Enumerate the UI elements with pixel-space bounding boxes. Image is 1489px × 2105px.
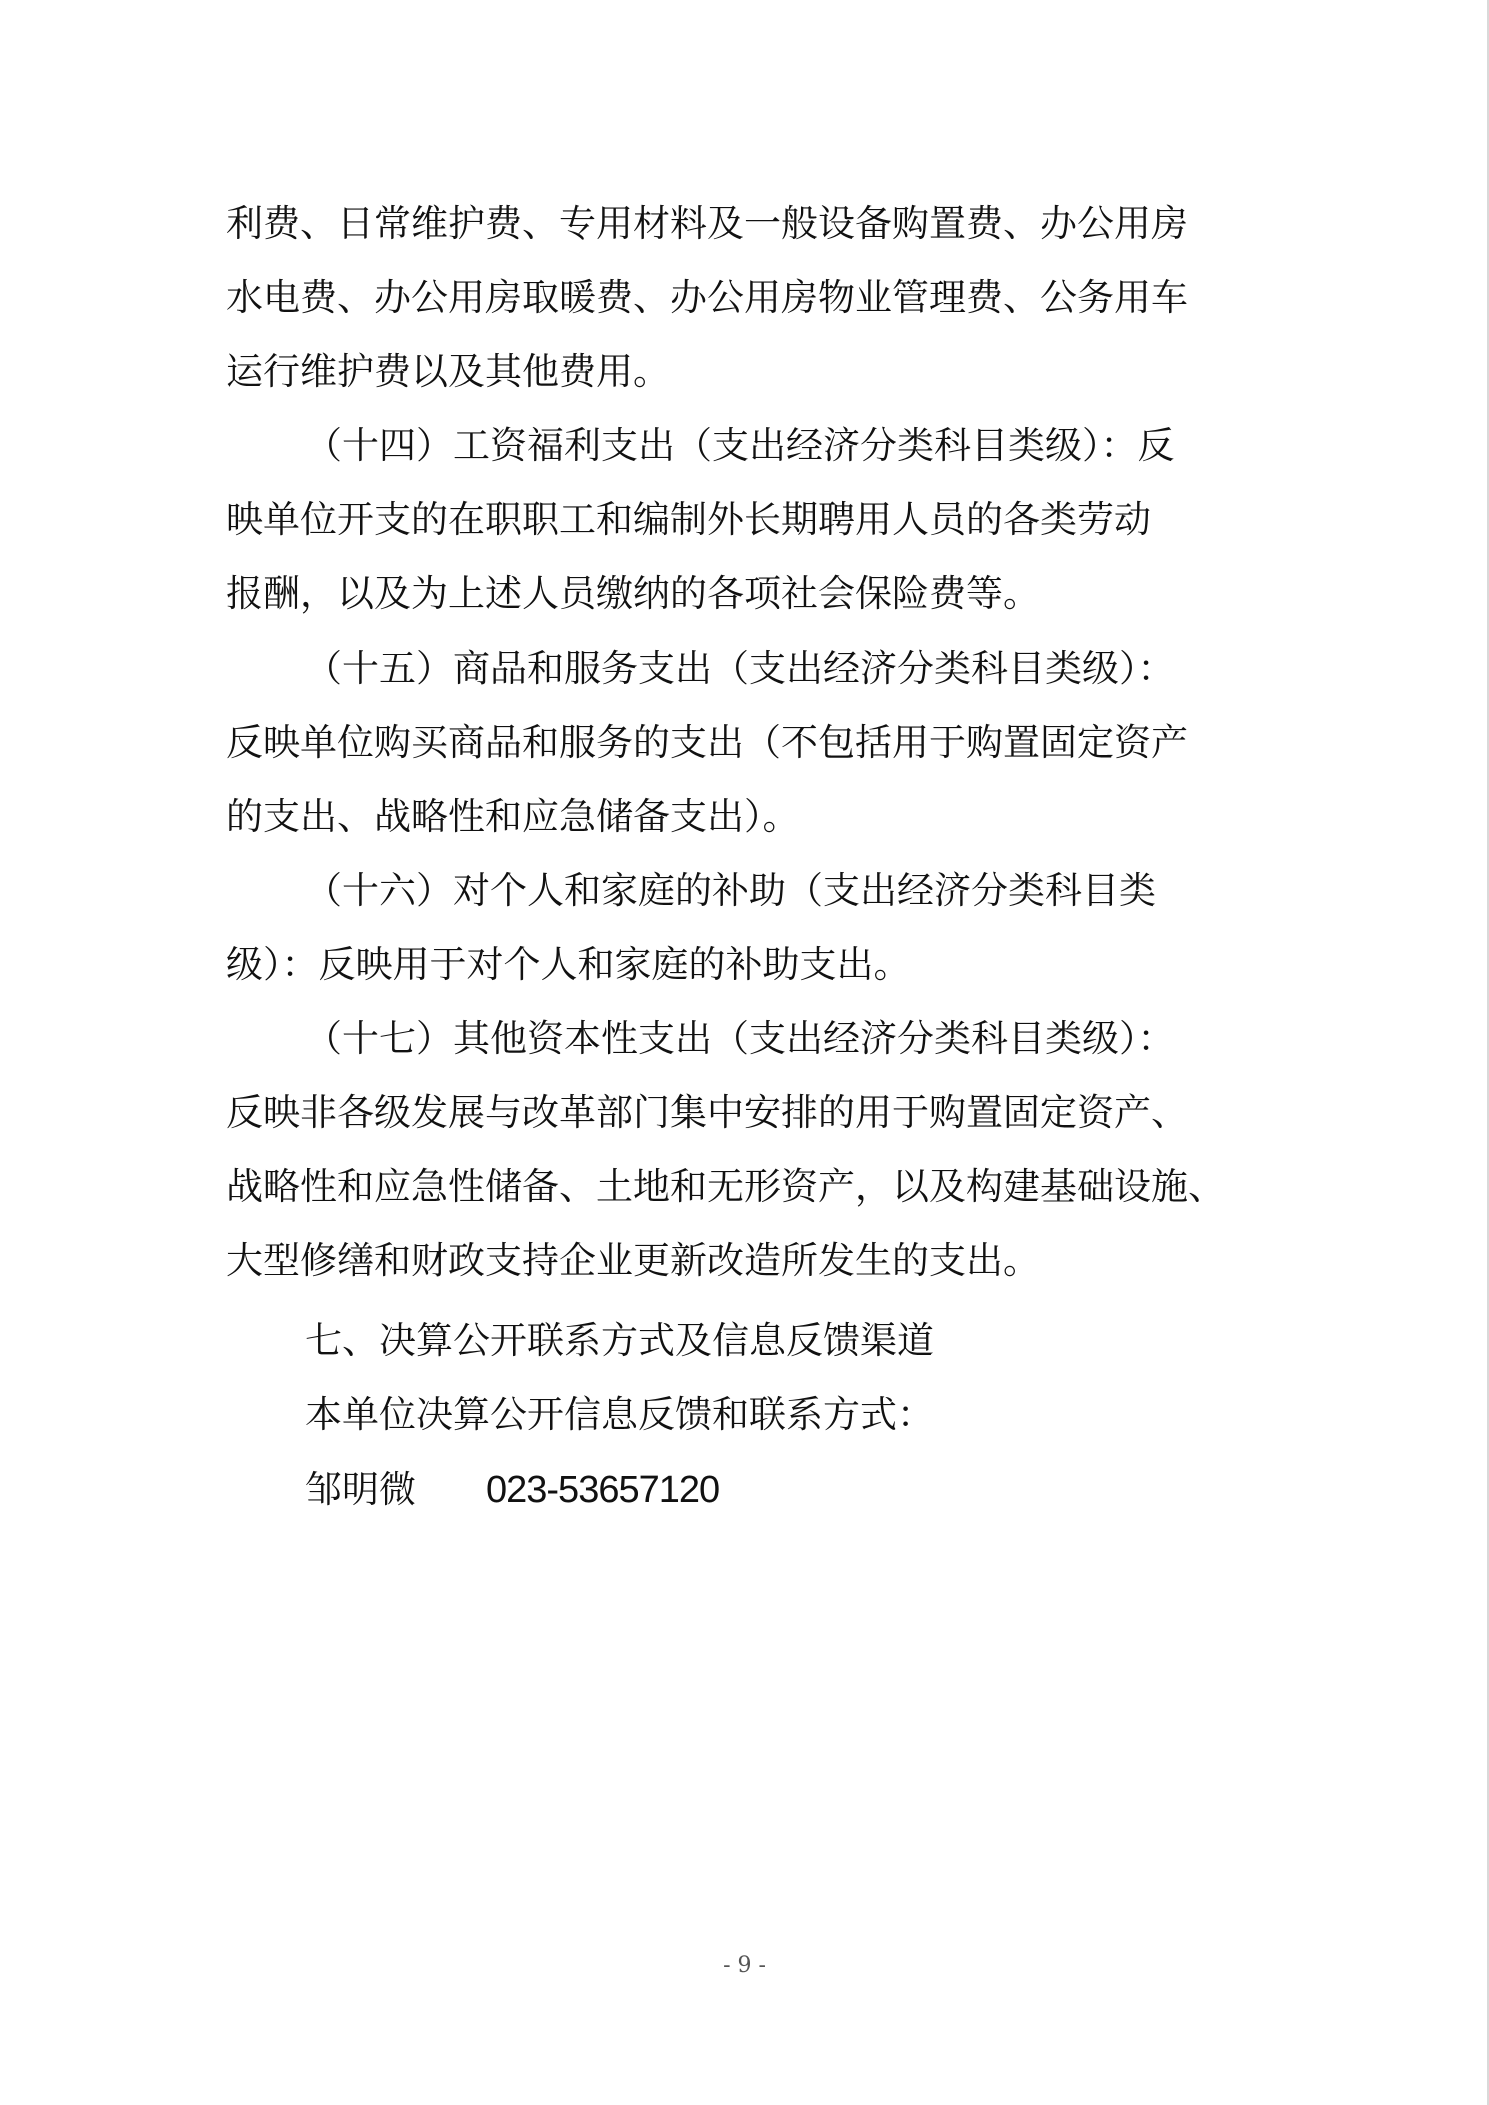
- line-text: 的支出、战略性和应急储备支出）。: [226, 795, 800, 838]
- line-text: 级）：反映用于对个人和家庭的补助支出。: [226, 943, 911, 986]
- line-text: 报酬，以及为上述人员缴纳的各项社会保险费等。: [226, 572, 1040, 615]
- contact-name: 邹明微: [305, 1468, 416, 1511]
- line-text: （十五）商品和服务支出（支出经济分类科目类级）：: [305, 647, 1175, 690]
- line-text: （十六）对个人和家庭的补助（支出经济分类科目类: [305, 869, 1156, 912]
- line-text: 七、决算公开联系方式及信息反馈渠道: [305, 1319, 934, 1362]
- line-text: （十七）其他资本性支出（支出经济分类科目类级）：: [305, 1017, 1175, 1060]
- line-text: （十四）工资福利支出（支出经济分类科目类级）：反: [305, 424, 1175, 467]
- page-number: - 9 -: [723, 1953, 766, 1978]
- line-text: 映单位开支的在职职工和编制外长期聘用人员的各类劳动: [226, 498, 1151, 541]
- line-text: 大型修缮和财政支持企业更新改造所发生的支出。: [226, 1239, 1040, 1282]
- line-text: 反映单位购买商品和服务的支出（不包括用于购置固定资产: [226, 721, 1188, 764]
- line-text: 运行维护费以及其他费用。: [226, 350, 670, 393]
- line-text: 反映非各级发展与改革部门集中安排的用于购置固定资产、: [226, 1091, 1188, 1134]
- line-text: 水电费、办公用房取暖费、办公用房物业管理费、公务用车: [226, 276, 1188, 319]
- line-text: 战略性和应急性储备、土地和无形资产，以及构建基础设施、: [226, 1165, 1225, 1208]
- line-text: 本单位决算公开信息反馈和联系方式：: [305, 1393, 934, 1436]
- contact-phone: 023-53657120: [486, 1469, 720, 1511]
- line-text: 利费、日常维护费、专用材料及一般设备购置费、办公用房: [226, 202, 1188, 245]
